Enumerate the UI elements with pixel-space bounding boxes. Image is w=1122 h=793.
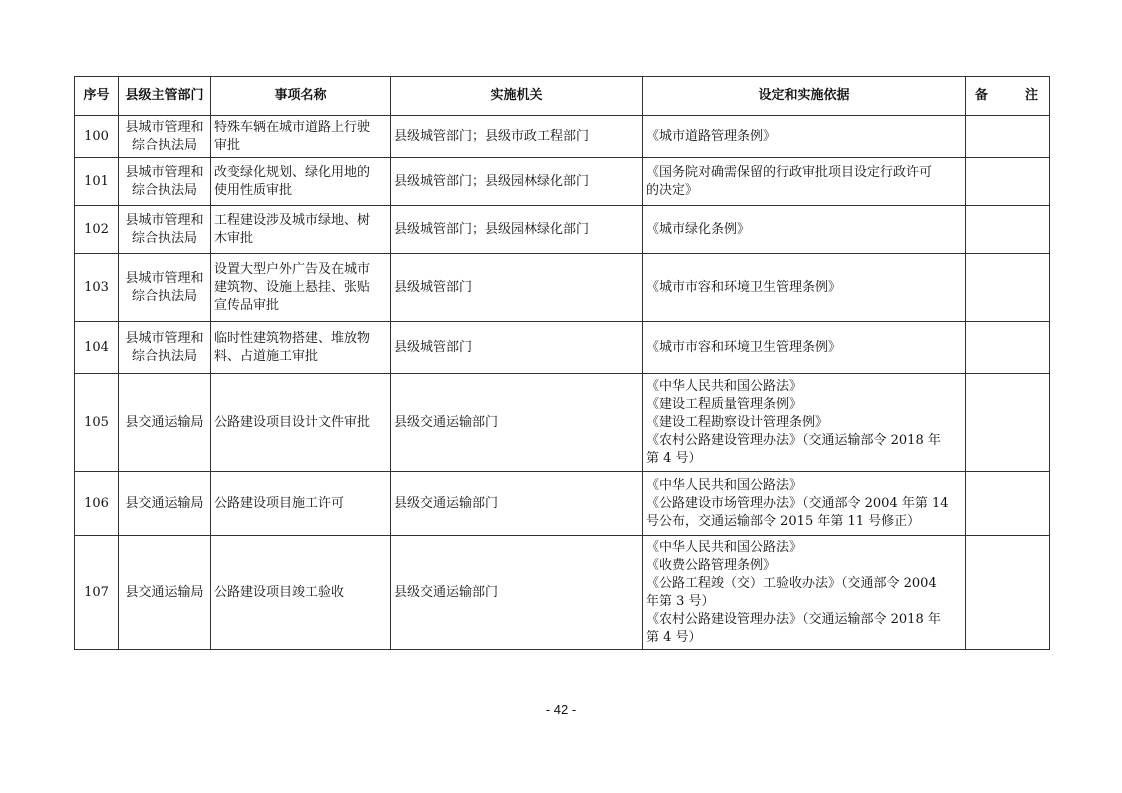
cell-item-line: 公路建设项目施工许可 xyxy=(214,495,345,511)
table-row xyxy=(75,536,1050,650)
cell-no: 107 xyxy=(75,536,119,650)
cell-org: 县级城管部门 xyxy=(391,254,643,322)
cell-remark xyxy=(966,536,1050,650)
cell-no: 100 xyxy=(75,116,119,158)
cell-dept-line: 县交通运输局 xyxy=(125,495,204,511)
header-org: 实施机关 xyxy=(391,77,643,116)
cell-basis xyxy=(643,322,966,374)
cell-dept-line: 县城市管理和 xyxy=(125,212,204,228)
cell-basis-line: 年第 3 号） xyxy=(646,593,715,609)
cell-basis-line: 《农村公路建设管理办法》（交通运输部令 2018 年 xyxy=(646,432,941,448)
cell-no: 101 xyxy=(75,158,119,206)
cell-item-line: 公路建设项目竣工验收 xyxy=(214,584,345,600)
cell-basis-line: 《城市市容和环境卫生管理条例》 xyxy=(646,339,842,355)
cell-dept-line: 县城市管理和 xyxy=(125,330,204,346)
cell-no: 105 xyxy=(75,374,119,472)
cell-dept-line: 县城市管理和 xyxy=(125,164,204,180)
cell-org: 县级交通运输部门 xyxy=(391,374,643,472)
cell-basis xyxy=(643,206,966,254)
cell-dept-line: 县交通运输局 xyxy=(125,414,204,430)
cell-dept xyxy=(119,254,211,322)
header-remark-char-2: 注 xyxy=(1025,88,1041,103)
cell-dept xyxy=(119,472,211,536)
cell-remark xyxy=(966,254,1050,322)
cell-item xyxy=(211,472,391,536)
cell-item-line: 宣传品审批 xyxy=(214,297,280,313)
table-body xyxy=(75,116,1050,650)
cell-dept xyxy=(119,116,211,158)
cell-item-line: 工程建设涉及城市绿地、树 xyxy=(214,212,371,228)
cell-basis-line: 《中华人民共和国公路法》 xyxy=(646,477,803,493)
cell-item-line: 料、占道施工审批 xyxy=(214,348,319,364)
cell-remark xyxy=(966,472,1050,536)
cell-dept-line: 县城市管理和 xyxy=(125,119,204,135)
cell-basis xyxy=(643,472,966,536)
cell-dept xyxy=(119,374,211,472)
cell-item xyxy=(211,254,391,322)
table-row xyxy=(75,374,1050,472)
table-row xyxy=(75,472,1050,536)
cell-item-line: 使用性质审批 xyxy=(214,182,293,198)
cell-item-line: 公路建设项目设计文件审批 xyxy=(214,414,371,430)
cell-item-line: 临时性建筑物搭建、堆放物 xyxy=(214,330,371,346)
cell-dept-line: 综合执法局 xyxy=(131,230,197,246)
cell-basis-line: 的决定》 xyxy=(646,182,699,198)
cell-basis xyxy=(643,158,966,206)
cell-basis-line: 《中华人民共和国公路法》 xyxy=(646,378,803,394)
cell-basis xyxy=(643,536,966,650)
cell-remark xyxy=(966,322,1050,374)
cell-basis-line: 号公布，交通运输部令 2015 年第 11 号修正） xyxy=(646,513,921,529)
cell-item-line: 建筑物、设施上悬挂、张贴 xyxy=(214,279,371,295)
table-row xyxy=(75,116,1050,158)
cell-dept-line: 综合执法局 xyxy=(131,348,197,364)
cell-item-line: 审批 xyxy=(214,137,241,153)
cell-dept xyxy=(119,322,211,374)
header-item: 事项名称 xyxy=(211,77,391,116)
header-no: 序号 xyxy=(75,77,119,116)
approval-items-table xyxy=(74,76,1050,650)
cell-basis-line: 《建设工程勘察设计管理条例》 xyxy=(646,414,829,430)
cell-basis xyxy=(643,254,966,322)
header-remark xyxy=(966,77,1050,116)
cell-dept-line: 县城市管理和 xyxy=(125,270,204,286)
cell-dept-line: 综合执法局 xyxy=(131,137,197,153)
cell-basis xyxy=(643,116,966,158)
table-row xyxy=(75,254,1050,322)
header-basis: 设定和实施依据 xyxy=(643,77,966,116)
cell-remark xyxy=(966,158,1050,206)
cell-item-line: 特殊车辆在城市道路上行驶 xyxy=(214,119,371,135)
cell-org: 县级交通运输部门 xyxy=(391,536,643,650)
table-row xyxy=(75,158,1050,206)
header-dept: 县级主管部门 xyxy=(119,77,211,116)
cell-item xyxy=(211,374,391,472)
cell-basis-line: 《公路建设市场管理办法》（交通部令 2004 年第 14 xyxy=(646,495,949,511)
cell-basis-line: 《国务院对确需保留的行政审批项目设定行政许可 xyxy=(646,164,933,180)
cell-no: 102 xyxy=(75,206,119,254)
table-header-row xyxy=(75,77,1050,116)
cell-remark xyxy=(966,206,1050,254)
cell-org: 县级城管部门；县级园林绿化部门 xyxy=(391,158,643,206)
cell-item xyxy=(211,116,391,158)
cell-basis xyxy=(643,374,966,472)
cell-dept-line: 综合执法局 xyxy=(131,182,197,198)
cell-no: 103 xyxy=(75,254,119,322)
cell-org: 县级城管部门；县级市政工程部门 xyxy=(391,116,643,158)
cell-item xyxy=(211,158,391,206)
cell-remark xyxy=(966,116,1050,158)
cell-basis-line: 《收费公路管理条例》 xyxy=(646,557,777,573)
cell-basis-line: 《城市绿化条例》 xyxy=(646,221,751,237)
cell-basis-line: 《公路工程竣（交）工验收办法》（交通部令 2004 xyxy=(646,575,937,591)
cell-remark xyxy=(966,374,1050,472)
cell-basis-line: 《建设工程质量管理条例》 xyxy=(646,396,803,412)
cell-basis-line: 第 4 号） xyxy=(646,450,702,466)
cell-dept xyxy=(119,158,211,206)
header-remark-char-1: 备 xyxy=(974,88,990,103)
cell-item xyxy=(211,206,391,254)
cell-basis-line: 第 4 号） xyxy=(646,629,702,645)
table-row xyxy=(75,206,1050,254)
cell-dept-line: 综合执法局 xyxy=(131,288,197,304)
cell-no: 106 xyxy=(75,472,119,536)
cell-item-line: 设置大型户外广告及在城市 xyxy=(214,261,371,277)
cell-item-line: 木审批 xyxy=(214,230,254,246)
cell-dept xyxy=(119,536,211,650)
cell-dept-line: 县交通运输局 xyxy=(125,584,204,600)
cell-org: 县级城管部门；县级园林绿化部门 xyxy=(391,206,643,254)
cell-item xyxy=(211,322,391,374)
cell-org: 县级城管部门 xyxy=(391,322,643,374)
cell-org: 县级交通运输部门 xyxy=(391,472,643,536)
page-number: - 42 - xyxy=(545,702,577,717)
cell-dept xyxy=(119,206,211,254)
cell-basis-line: 《农村公路建设管理办法》（交通运输部令 2018 年 xyxy=(646,611,941,627)
cell-item xyxy=(211,536,391,650)
cell-basis-line: 《中华人民共和国公路法》 xyxy=(646,539,803,555)
cell-item-line: 改变绿化规划、绿化用地的 xyxy=(214,164,371,180)
cell-no: 104 xyxy=(75,322,119,374)
cell-basis-line: 《城市道路管理条例》 xyxy=(646,128,777,144)
table-row xyxy=(75,322,1050,374)
cell-basis-line: 《城市市容和环境卫生管理条例》 xyxy=(646,279,842,295)
